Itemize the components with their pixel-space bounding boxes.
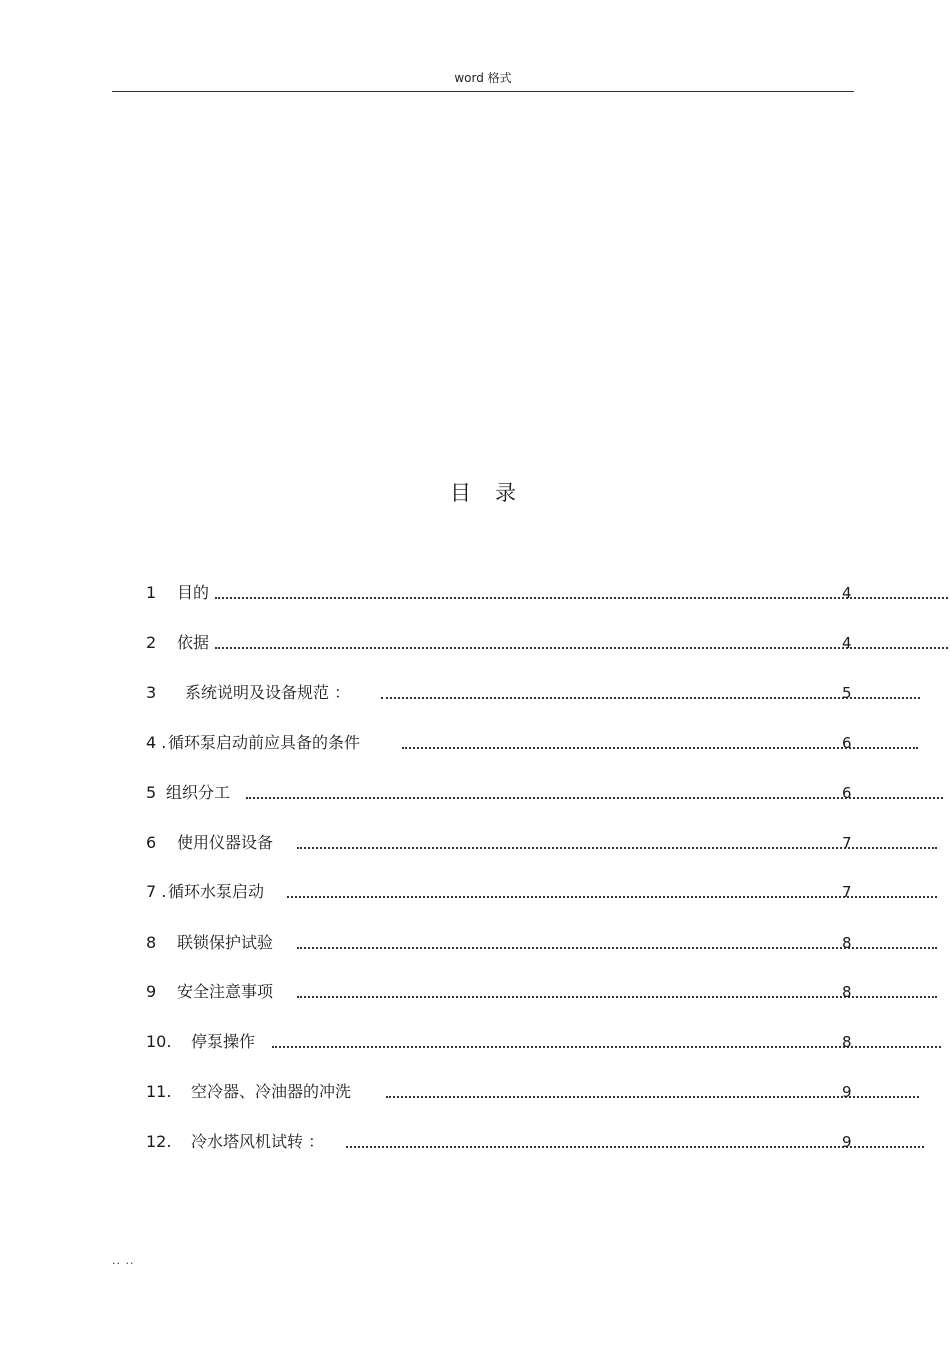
toc-entry-page: 8 [842, 1033, 852, 1051]
toc-entry[interactable] [146, 632, 950, 654]
toc-entry-label: 依据 [177, 633, 210, 652]
toc-entry-label: 目的 [177, 583, 210, 602]
toc-entry-number: 6 [146, 833, 157, 852]
page-header: word 格式 [454, 71, 512, 85]
toc-entry-label: 空冷器、冷油器的冲洗 [191, 1082, 352, 1101]
toc-entry-leader [287, 896, 937, 898]
toc-entry-leader [297, 996, 937, 998]
toc-entry-number: 4 . [146, 733, 167, 752]
toc-entry-page: 7 [842, 883, 852, 901]
toc-entry[interactable] [146, 582, 950, 604]
toc-entry-number: 5 [146, 783, 157, 802]
toc-entry[interactable] [146, 981, 940, 1003]
toc-entry-page: 4 [842, 634, 852, 652]
toc-entry-number: 7 . [146, 882, 167, 901]
toc-entry-number: 3 [146, 683, 157, 702]
toc-entry-label: 联锁保护试验 [177, 933, 274, 952]
toc-entry-page: 5 [842, 684, 852, 702]
toc-entry-page: 8 [842, 934, 852, 952]
toc-entry-leader [215, 647, 948, 649]
toc-entry-leader [346, 1146, 924, 1148]
toc-entry-label: 使用仪器设备 [177, 833, 274, 852]
toc-entry-number: 10. [146, 1032, 172, 1051]
toc-entry-number: 12. [146, 1132, 172, 1151]
toc-entry-label: 安全注意事项 [177, 982, 274, 1001]
toc-entry-number: 9 [146, 982, 157, 1001]
toc-entry[interactable] [146, 932, 940, 954]
toc-title: 目录 [450, 481, 540, 505]
toc-entry-leader [246, 797, 943, 799]
toc-entry[interactable] [146, 682, 926, 704]
toc-entry-page: 8 [842, 983, 852, 1001]
toc-entry-label: 系统说明及设备规范 ： [185, 683, 351, 702]
toc-entry-label: 停泵操作 [191, 1032, 256, 1051]
toc-entry[interactable] [146, 732, 926, 754]
toc-entry-page: 6 [842, 734, 852, 752]
toc-entry[interactable] [146, 1131, 928, 1153]
toc-entry-label: 冷水塔风机试转 ： [191, 1132, 325, 1151]
toc-entry-leader [402, 747, 918, 749]
toc-entry-number: 11. [146, 1082, 172, 1101]
toc-entry-leader [272, 1046, 941, 1048]
toc-entry-leader [297, 947, 937, 949]
toc-entry-page: 9 [842, 1133, 852, 1151]
toc-entry-number: 1 [146, 583, 157, 602]
toc-entry-page: 9 [842, 1083, 852, 1101]
toc-entry-label: 循环水泵启动 [168, 882, 265, 901]
toc-entry-leader [386, 1096, 919, 1098]
toc-entry-label: 组织分工 [166, 783, 231, 802]
toc-entry[interactable] [146, 881, 940, 903]
toc-entry[interactable] [146, 1081, 924, 1103]
toc-entry-label: 循环泵启动前应具备的条件 [168, 733, 361, 752]
toc-entry[interactable] [146, 832, 940, 854]
toc-entry-page: 7 [842, 834, 852, 852]
toc-entry-number: 2 [146, 633, 157, 652]
toc-entry-page: 6 [842, 784, 852, 802]
toc-entry-leader [297, 847, 937, 849]
toc-entry[interactable] [146, 782, 946, 804]
toc-entry-page: 4 [842, 584, 852, 602]
toc-entry-number: 8 [146, 933, 157, 952]
toc-entry-leader [215, 597, 948, 599]
toc-entry-leader [381, 697, 920, 699]
page-footer: .. .. [112, 1254, 135, 1267]
toc-entry[interactable] [146, 1031, 944, 1053]
